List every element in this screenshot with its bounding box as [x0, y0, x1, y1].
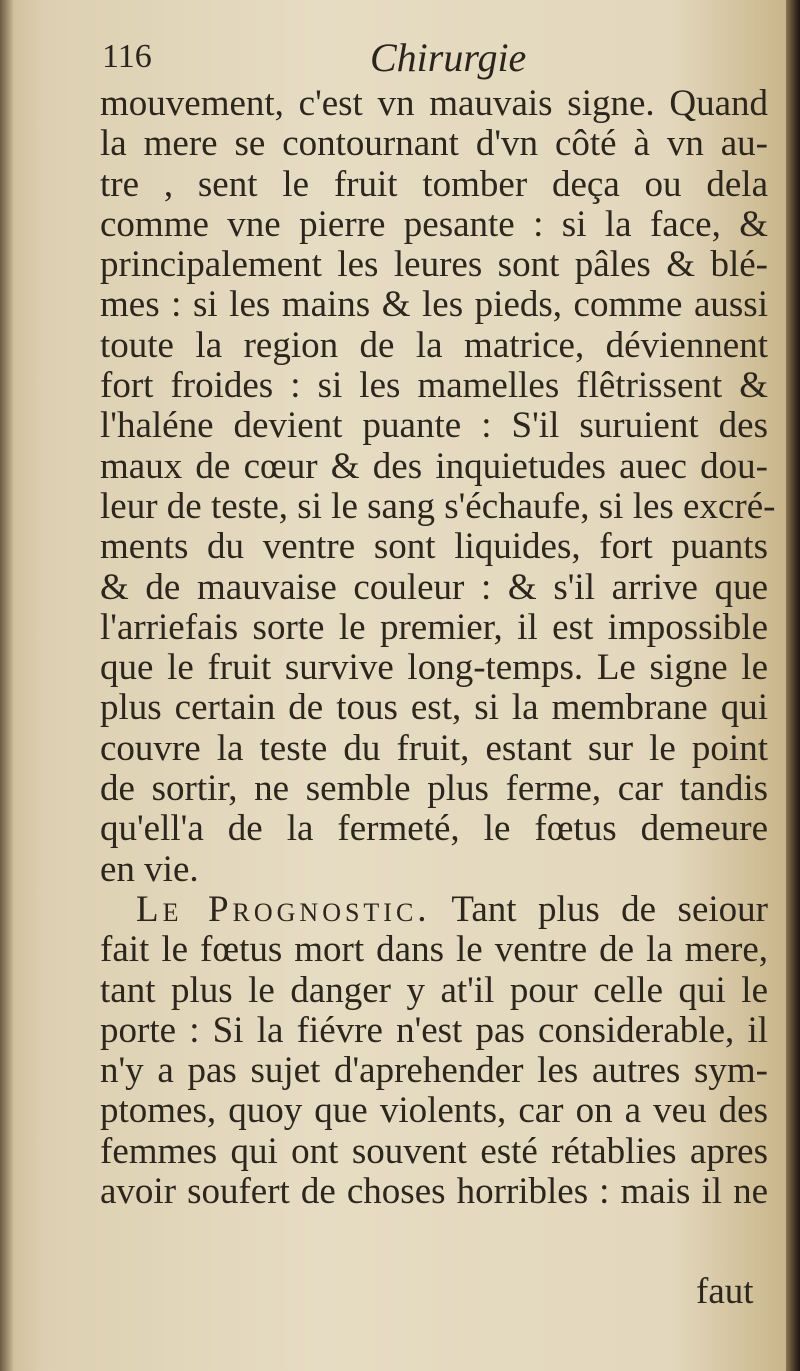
text-line: de sortir, ne semble plus ferme, car tandis — [100, 768, 768, 810]
text-line: en vie. — [100, 848, 199, 890]
prognostic-label: Le Prognostic. — [136, 888, 431, 930]
text-line: tre , sent le fruit tomber deça ou dela — [100, 163, 768, 205]
text-line: tant plus le danger y at'il pour celle qui le — [100, 969, 768, 1011]
text-line: ments du ventre sont liquides, fort puants — [100, 526, 768, 568]
spine-shadow — [0, 0, 14, 1371]
text-line: n'y a pas sujet d'aprehender les autres sym- — [100, 1050, 768, 1092]
prognostic-heading-line — [100, 890, 768, 930]
prognostic-first-line: Tant plus de seiour — [451, 888, 768, 930]
text-line: plus certain de tous est, si la membrane qui — [100, 687, 768, 729]
running-head: Chirurgie — [370, 35, 527, 80]
text-line: l'arriefais sorte le premier, il est impossible — [100, 606, 768, 648]
text-line: principalement les leures sont pâles & blé- — [100, 244, 768, 286]
text-line: la mere se contournant d'vn côté à vn au- — [100, 123, 768, 165]
text-line: fort froides : si les mamelles flêtrissent & — [100, 365, 768, 407]
text-line: mes : si les mains & les pieds, comme aussi — [100, 284, 768, 326]
text-line: porte : Si la fiévre n'est pas considerable, il — [100, 1009, 768, 1051]
text-line: femmes qui ont souvent esté rétablies apres — [100, 1130, 768, 1172]
page-edge — [786, 0, 800, 1371]
text-line: fait le fœtus mort dans le ventre de la mere, — [100, 929, 768, 971]
text-line: ptomes, quoy que violents, car on a veu des — [100, 1090, 768, 1132]
page-header — [100, 34, 760, 84]
body-text — [100, 83, 776, 1213]
text-line: qu'ell'a de la fermeté, le fœtus demeure — [100, 808, 768, 850]
text-line: & de mauvaise couleur : & s'il arrive que — [100, 566, 768, 608]
text-line: l'haléne devient puante : S'il suruient des — [100, 405, 768, 447]
text-line: comme vne pierre pesante : si la face, & — [100, 203, 768, 245]
text-line: leur de teste, si le sang s'échaufe, si les excré- — [100, 485, 776, 527]
text-line: mouvement, c'est vn mauvais signe. Quand — [100, 83, 768, 124]
text-line: que le fruit survive long-temps. Le signe le — [100, 647, 768, 689]
text-line: avoir soufert de choses horribles : mais il ne — [100, 1171, 768, 1213]
text-line: couvre la teste du fruit, estant sur le point — [100, 727, 768, 769]
catchword: faut — [696, 1271, 754, 1312]
text-line: toute la region de la matrice, déviennent — [100, 324, 768, 366]
page-number: 116 — [102, 38, 152, 75]
text-line: maux de cœur & des inquietudes auec dou- — [100, 445, 768, 487]
